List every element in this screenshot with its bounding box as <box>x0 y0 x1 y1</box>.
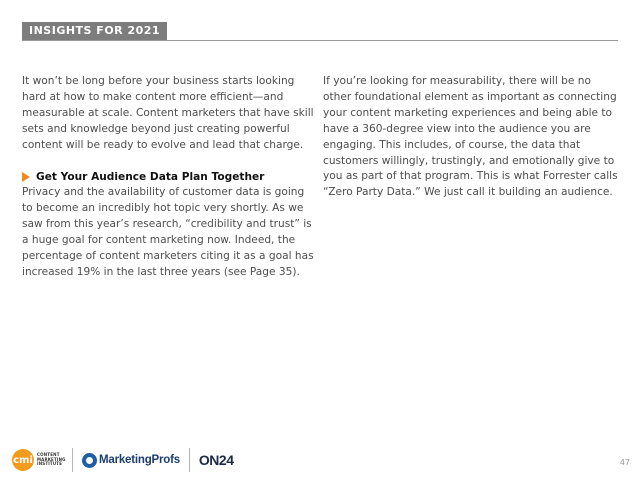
footer-logos <box>12 446 234 474</box>
cmi-badge-icon: cmi <box>12 449 34 471</box>
subheading-text: Get Your Audience Data Plan Together <box>36 170 265 183</box>
page-number: 47 <box>619 458 630 467</box>
cmi-logo <box>12 449 66 471</box>
cmi-logo-text: CONTENT MARKETING INSTITUTE <box>37 452 66 467</box>
right-paragraph: If you’re looking for measurability, there will be no other foundational element as important as connecting your content marketing experiences and being able to have a 360-degree view into the audience you are engaging. This includes, of course, the data that customers willingly, trustingly, and emotionally give to you as part of that program. This is what Forrester calls “Zero Party Data.” We just call it building an audience. <box>323 75 618 199</box>
logo-divider <box>72 448 73 472</box>
header-divider <box>22 40 618 41</box>
intro-paragraph: It won’t be long before your business starts looking hard at how to make content more efficient—and measurable at scale. Content marketers that have skill sets and knowledge beyond just creating powerful content will be ready to evolve and lead that charge. <box>22 75 314 151</box>
body-paragraph: Privacy and the availability of customer data is going to become an incredibly hot topic very shortly. As we saw from this year’s research, “credibility and trust” is a huge goal for content marketing now. Indeed, the percentage of content marketers citing it as a goal has increased 19% in the last three years (see Page 35). <box>22 186 314 278</box>
play-arrow-icon <box>22 172 30 182</box>
subheading <box>22 170 317 186</box>
on24-logo: ON24 <box>198 452 234 468</box>
right-column <box>323 74 620 201</box>
section-header-title: INSIGHTS FOR 2021 <box>29 24 161 37</box>
marketingprofs-logo <box>82 453 180 468</box>
left-column <box>22 74 317 281</box>
section-header-tag <box>22 22 167 40</box>
marketingprofs-mark-icon <box>82 453 97 468</box>
marketingprofs-logo-text: MarketingProfs <box>99 454 180 466</box>
logo-divider <box>189 448 190 472</box>
